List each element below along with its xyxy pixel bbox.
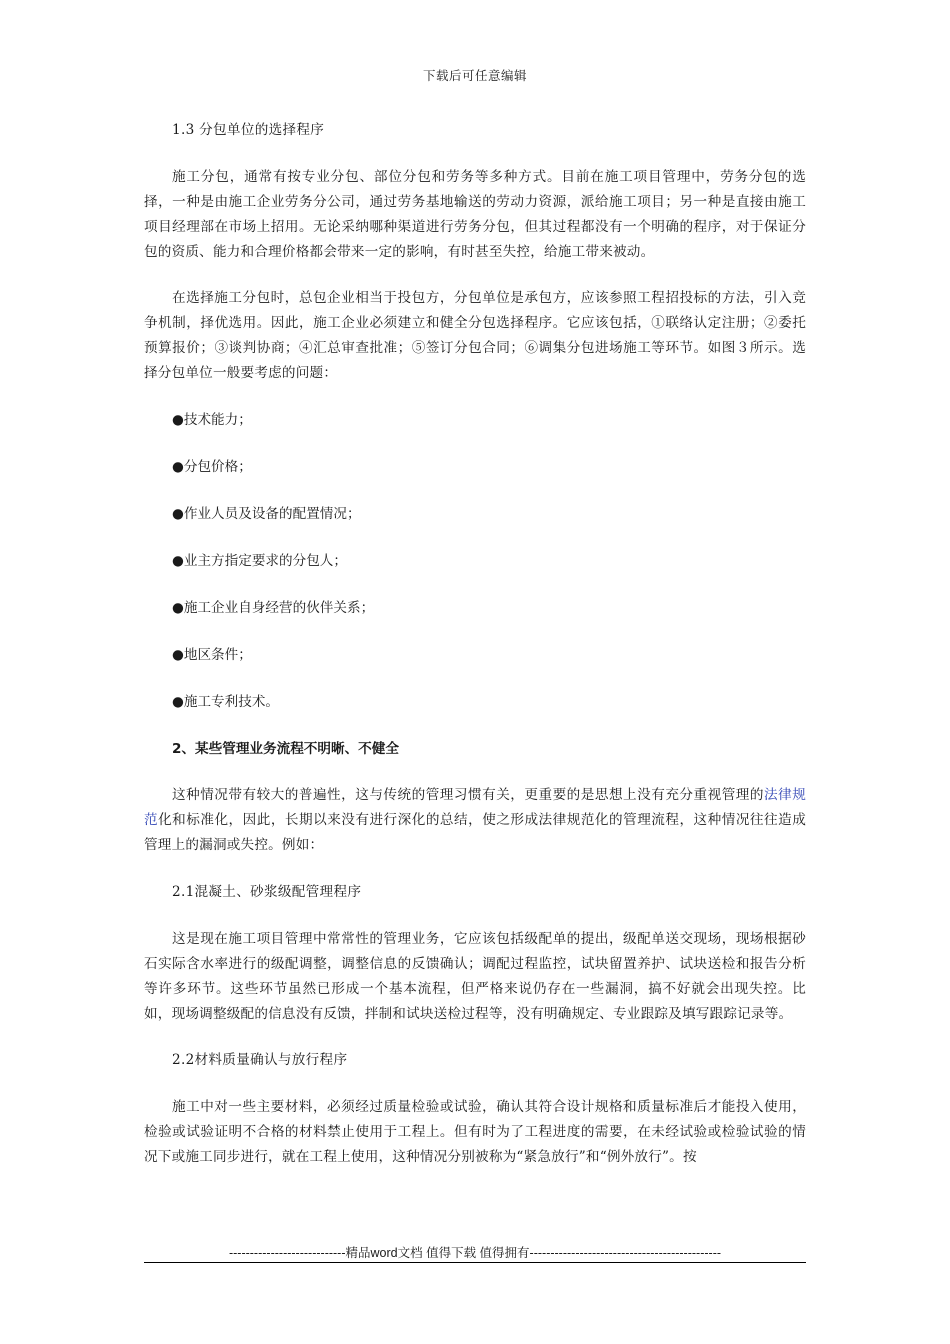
bullet-item: ●作业人员及设备的配置情况； bbox=[172, 506, 361, 522]
section-1-3-title: 1.3 分包单位的选择程序 bbox=[172, 122, 325, 138]
footer-divider bbox=[144, 1262, 806, 1263]
bullet-item: ●分包价格； bbox=[172, 459, 252, 475]
bullet-item: ●施工专利技术。 bbox=[172, 694, 280, 710]
page-header: 下载后可任意编辑 bbox=[422, 68, 527, 83]
legal-norms-link[interactable]: 法律规范 bbox=[144, 787, 806, 828]
section-2-1-title: 2.1混凝土、砂浆级配管理程序 bbox=[172, 884, 362, 900]
bullet-item: ●业主方指定要求的分包人； bbox=[172, 553, 347, 569]
section-2-title: 2、某些管理业务流程不明晰、不健全 bbox=[172, 741, 399, 757]
bullet-item: ●技术能力； bbox=[172, 412, 252, 428]
page-footer: ----------------------------精品word文档 值得下载 值得拥有---------------------------------------------- bbox=[228, 1246, 722, 1260]
document-body bbox=[144, 118, 806, 1170]
paragraph-text: 化和标准化，因此，长期以来没有进行深化的总结，使之形成法律规范化的管理流程，这种情况往往造成管理上的漏洞或失控。例如： bbox=[144, 812, 806, 853]
bullet-item: ●地区条件； bbox=[172, 647, 252, 663]
section-1-3-paragraph-1: 施工分包，通常有按专业分包、部位分包和劳务等多种方式。目前在施工项目管理中，劳务分包的选择，一种是由施工企业劳务分公司，通过劳务基地输送的劳动力资源，派给施工项目；另一种是直接由施工项目经理部在市场上招用。无论采纳哪种渠道进行劳务分包，但其过程都没有一个明确的程序，对于保证分包的资质、能力和合理价格都会带来一定的影响，有时甚至失控，给施工带来被动。 bbox=[144, 169, 806, 260]
paragraph-text: 这种情况带有较大的普遍性，这与传统的管理习惯有关，更重要的是思想上没有充分重视管理的 bbox=[172, 787, 764, 803]
section-2-2-title: 2.2材料质量确认与放行程序 bbox=[172, 1052, 348, 1068]
section-2-1-paragraph-1: 这是现在施工项目管理中常常性的管理业务，它应该包括级配单的提出，级配单送交现场，现场根据砂石实际含水率进行的级配调整，调整信息的反馈确认；调配过程监控，试块留置养护、试块送检和报告分析等许多环节。这些环节虽然已形成一个基本流程，但严格来说仍存在一些漏洞，搞不好就会出现失控。比如，现场调整级配的信息没有反馈，拌制和试块送检过程等，没有明确规定、专业跟踪及填写跟踪记录等。 bbox=[144, 931, 806, 1022]
section-2-paragraph-1 bbox=[144, 783, 806, 858]
section-2-2-paragraph-1: 施工中对一些主要材料，必须经过质量检验或试验，确认其符合设计规格和质量标准后才能投入使用，检验或试验证明不合格的材料禁止使用于工程上。但有时为了工程进度的需要，在未经试验或检验试验的情况下或施工同步进行，就在工程上使用，这种情况分别被称为“紧急放行”和“例外放行”。按 bbox=[144, 1099, 806, 1165]
bullet-item: ●施工企业自身经营的伙伴关系； bbox=[172, 600, 375, 616]
section-1-3-paragraph-2: 在选择施工分包时，总包企业相当于投包方，分包单位是承包方，应该参照工程招投标的方法，引入竞争机制，择优选用。因此，施工企业必须建立和健全分包选择程序。它应该包括，①联络认定注册；②委托预算报价；③谈判协商；④汇总审查批准；⑤签订分包合同；⑥调集分包进场施工等环节。如图３所示。选择分包单位一般要考虑的问题： bbox=[144, 290, 806, 381]
